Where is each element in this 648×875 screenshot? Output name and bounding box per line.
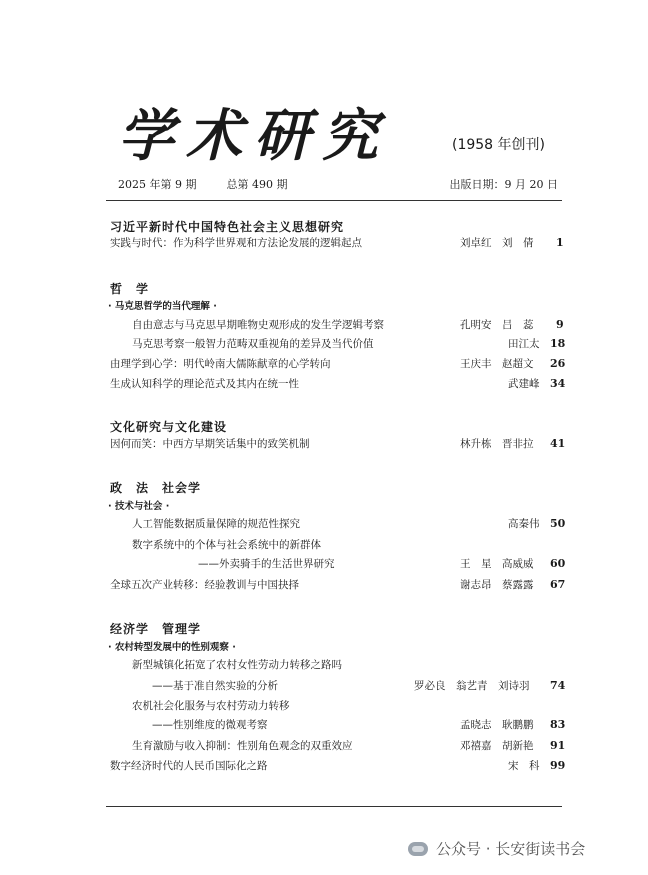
entry-title: ——性别维度的微观考察 bbox=[152, 718, 268, 731]
watermark-text: 公众号 · 长安街读书会 bbox=[436, 840, 586, 858]
entry-authors: 林升栋 晋非拉 bbox=[460, 437, 534, 450]
entry-authors: 宋 科 bbox=[508, 759, 540, 772]
entry-authors: 孔明安 吕 蕊 bbox=[460, 318, 534, 331]
toc-entry[interactable] bbox=[132, 656, 562, 672]
entry-page: 1 bbox=[556, 235, 564, 249]
toc-entry[interactable] bbox=[132, 536, 562, 552]
entry-page: 60 bbox=[550, 556, 566, 570]
section-title: 经济学 管理学 bbox=[110, 622, 202, 636]
journal-masthead: 学术研究 bbox=[118, 103, 390, 169]
publication-date: 出版日期：9 月 20 日 bbox=[449, 178, 558, 191]
toc-entry-subtitle[interactable] bbox=[198, 555, 566, 571]
section-title: 哲 学 bbox=[110, 282, 150, 296]
toc-entry[interactable] bbox=[110, 576, 566, 592]
toc-entry[interactable] bbox=[132, 316, 562, 332]
bottom-divider bbox=[106, 806, 562, 807]
entry-page: 99 bbox=[550, 758, 566, 772]
toc-entry[interactable] bbox=[110, 375, 566, 391]
toc-entry-subtitle[interactable] bbox=[152, 677, 566, 693]
entry-page: 34 bbox=[550, 376, 566, 390]
entry-title: ——外卖骑手的生活世界研究 bbox=[198, 557, 335, 570]
issue-info bbox=[118, 176, 558, 192]
entry-title: 自由意志与马克思早期唯物史观形成的发生学逻辑考察 bbox=[132, 318, 384, 331]
entry-title: 由理学到心学：明代岭南大儒陈献章的心学转向 bbox=[110, 357, 331, 370]
subsection-title: · 农村转型发展中的性别观察 · bbox=[108, 642, 236, 653]
watermark bbox=[408, 838, 585, 859]
entry-title: 生育激励与收入抑制：性别角色观念的双重效应 bbox=[132, 739, 353, 752]
entry-authors: 王庆丰 赵超文 bbox=[460, 357, 534, 370]
entry-authors: 邓禧嘉 胡新艳 bbox=[460, 739, 534, 752]
entry-title: 数字系统中的个体与社会系统中的新群体 bbox=[132, 538, 321, 551]
total-issue: 总第 490 期 bbox=[226, 178, 288, 191]
entry-authors: 武建峰 bbox=[508, 377, 540, 390]
issue-number: 2025 年第 9 期 bbox=[118, 178, 197, 191]
founded-note: (1958 年创刊) bbox=[452, 137, 546, 153]
entry-page: 50 bbox=[550, 516, 566, 530]
wechat-official-account-icon bbox=[408, 842, 428, 856]
toc-entry[interactable] bbox=[132, 335, 566, 351]
entry-page: 26 bbox=[550, 356, 566, 370]
top-divider bbox=[106, 200, 562, 201]
entry-title: 实践与时代：作为科学世界观和方法论发展的逻辑起点 bbox=[110, 236, 362, 249]
entry-title: 数字经济时代的人民币国际化之路 bbox=[110, 759, 268, 772]
toc-entry[interactable] bbox=[110, 234, 562, 250]
entry-title: 全球五次产业转移：经验教训与中国抉择 bbox=[110, 578, 299, 591]
entry-title: 新型城镇化拓宽了农村女性劳动力转移之路吗 bbox=[132, 658, 342, 671]
toc-entry[interactable] bbox=[132, 697, 562, 713]
toc-entry[interactable] bbox=[132, 737, 566, 753]
toc-entry-subtitle[interactable] bbox=[152, 716, 566, 732]
section-title: 政 法 社会学 bbox=[110, 481, 202, 495]
entry-authors: 王 星 高威威 bbox=[460, 557, 534, 570]
entry-page: 18 bbox=[550, 336, 566, 350]
entry-authors: 田江太 bbox=[508, 337, 540, 350]
entry-title: 马克思考察一般智力范畴双重视角的差异及当代价值 bbox=[132, 337, 374, 350]
toc-entry[interactable] bbox=[110, 355, 566, 371]
entry-title: ——基于准自然实验的分析 bbox=[152, 679, 278, 692]
entry-authors: 高秦伟 bbox=[508, 517, 540, 530]
entry-title: 农机社会化服务与农村劳动力转移 bbox=[132, 699, 290, 712]
entry-page: 9 bbox=[556, 317, 564, 331]
toc-entry[interactable] bbox=[132, 515, 566, 531]
entry-page: 91 bbox=[550, 738, 566, 752]
entry-title: 生成认知科学的理论范式及其内在统一性 bbox=[110, 377, 299, 390]
entry-title: 因何而笑：中西方早期笑话集中的致笑机制 bbox=[110, 437, 310, 450]
subsection-title: · 技术与社会 · bbox=[108, 501, 170, 512]
toc-entry[interactable] bbox=[110, 757, 566, 773]
entry-authors: 孟晓志 耿鹏鹏 bbox=[460, 718, 534, 731]
toc-entry[interactable] bbox=[110, 435, 566, 451]
entry-page: 83 bbox=[550, 717, 566, 731]
entry-authors: 刘卓红 刘 倩 bbox=[460, 236, 534, 249]
entry-authors: 谢志昂 蔡露露 bbox=[460, 578, 534, 591]
subsection-title: · 马克思哲学的当代理解 · bbox=[108, 301, 217, 312]
section-title: 文化研究与文化建设 bbox=[110, 420, 228, 434]
entry-title: 人工智能数据质量保障的规范性探究 bbox=[132, 517, 300, 530]
entry-authors: 罗必良 翁艺青 刘诗羽 bbox=[414, 679, 530, 692]
section-title: 习近平新时代中国特色社会主义思想研究 bbox=[110, 220, 345, 234]
entry-page: 67 bbox=[550, 577, 566, 591]
entry-page: 74 bbox=[550, 678, 566, 692]
entry-page: 41 bbox=[550, 436, 566, 450]
